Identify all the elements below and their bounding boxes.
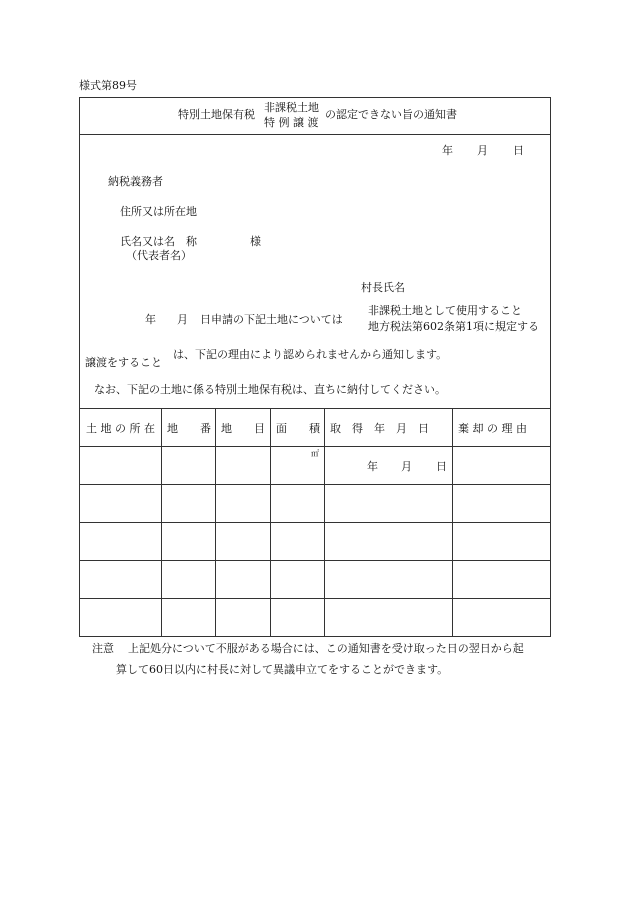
table-row-line [79, 522, 551, 523]
table-row-line [79, 484, 551, 485]
table-row-line [79, 560, 551, 561]
row-date-month: 月 [401, 460, 412, 473]
notice-text: なお、下記の土地に係る特別土地保有税は、直ちに納付してください。 [94, 383, 446, 396]
header-location: 土 地 の 所 在 [86, 422, 155, 435]
title-prefix: 特別土地保有税 [178, 108, 255, 121]
date-day-label: 日 [513, 144, 524, 157]
row-date-day: 日 [436, 460, 447, 473]
taxpayer-heading: 納税義務者 [108, 175, 163, 188]
table-col-line [324, 408, 325, 637]
form-number: 様式第89号 [79, 79, 137, 92]
header-lot-number: 地 番 [167, 422, 211, 435]
date-year-label: 年 [442, 144, 453, 157]
mayor-label: 村長氏名 [361, 281, 405, 294]
footnote-line2: 算して60日以内に村長に対して異議申立てをすることができます。 [116, 663, 449, 676]
area-unit: ㎡ [311, 449, 319, 458]
application-year: 年 [145, 313, 156, 326]
header-land-category: 地 目 [221, 422, 265, 435]
table-row-line [79, 598, 551, 599]
table-col-line [270, 408, 271, 637]
representative-label: （代表者名） [126, 249, 192, 262]
result-text: は、下記の理由により認められませんから通知します。 [173, 348, 448, 361]
date-month-label: 月 [477, 144, 488, 157]
title-divider [79, 134, 551, 135]
row-date-year: 年 [367, 460, 378, 473]
table-header-line [79, 446, 551, 447]
table-col-line [452, 408, 453, 637]
name-label: 氏名又は名 称 [120, 235, 197, 248]
option-top: 非課税土地として使用すること [368, 304, 522, 317]
application-text: 日申請の下記土地については [200, 313, 343, 326]
honorific: 様 [250, 235, 261, 248]
option-bottom: 地方税法第602条第1項に規定する [368, 320, 539, 333]
title-stack-bottom: 特 例 譲 渡 [264, 116, 319, 129]
footnote-label: 注意 [92, 642, 114, 655]
title-suffix: の認定できない旨の通知書 [325, 108, 457, 121]
table-col-line [215, 408, 216, 637]
table-top-line [79, 408, 551, 409]
application-month: 月 [177, 313, 188, 326]
header-area: 面 積 [276, 422, 320, 435]
table-col-line [161, 408, 162, 637]
title-stack-top: 非課税土地 [264, 101, 319, 114]
header-acquisition-date: 取 得 年 月 日 [330, 422, 429, 435]
footnote-line1: 上記処分について不服がある場合には、この通知書を受け取った日の翌日から起 [128, 642, 524, 655]
header-rejection-reason: 棄 却 の 理 由 [458, 422, 527, 435]
option-transfer: 譲渡をすること [85, 356, 162, 369]
address-label: 住所又は所在地 [120, 205, 197, 218]
